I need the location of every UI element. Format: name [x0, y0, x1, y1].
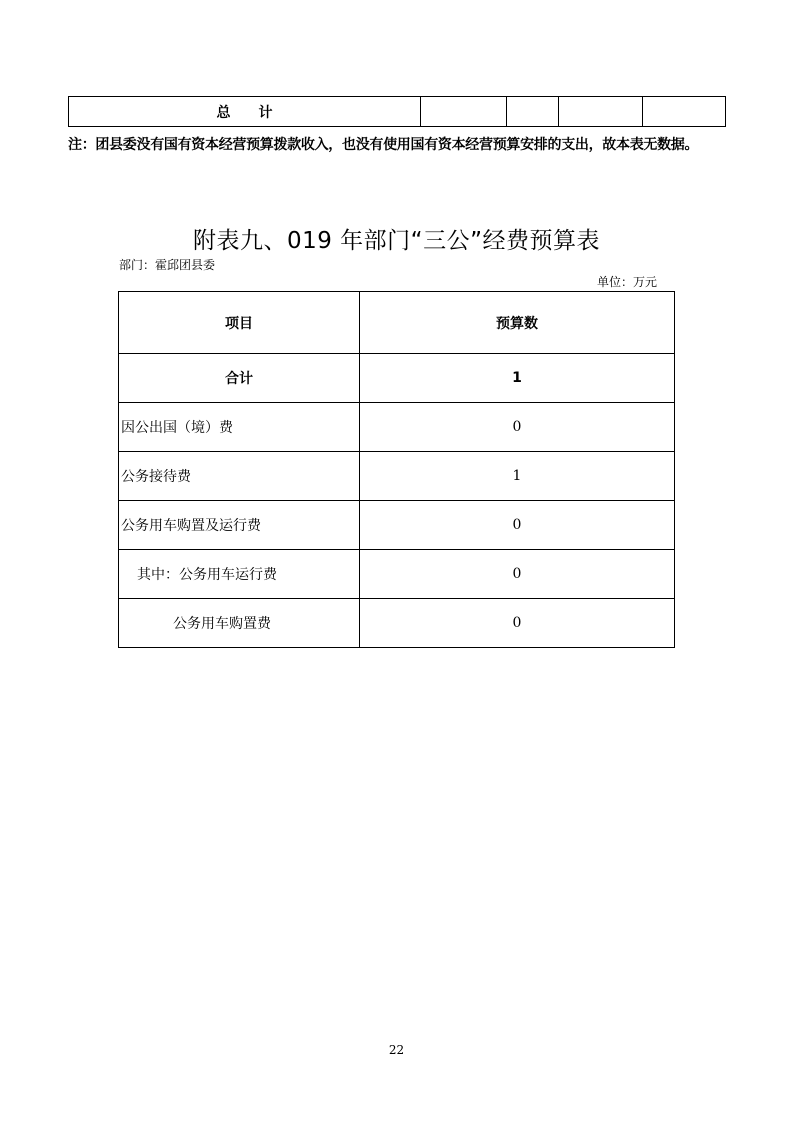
header-amount: 预算数	[360, 292, 675, 354]
total-cell-3	[559, 97, 643, 127]
table-row	[119, 452, 675, 501]
table-row	[119, 599, 675, 648]
row-value: 1	[360, 452, 675, 501]
page-number: 22	[388, 1043, 405, 1057]
row-label: 公务用车购置及运行费	[119, 501, 360, 550]
header-item: 项目	[119, 292, 360, 354]
page-title: 附表九、019 年部门“三公”经费预算表	[192, 228, 601, 254]
total-cell-1	[421, 97, 507, 127]
total-row-table	[68, 96, 726, 127]
table-row	[119, 501, 675, 550]
total-row	[69, 97, 726, 127]
row-value: 0	[360, 599, 675, 648]
row-label: 其中：公务用车运行费	[119, 550, 360, 599]
department-label: 部门：霍邱团县委	[119, 258, 216, 272]
table-row	[119, 550, 675, 599]
row-value: 1	[360, 354, 675, 403]
table-row	[119, 354, 675, 403]
row-label: 公务接待费	[119, 452, 360, 501]
row-value: 0	[360, 403, 675, 452]
three-public-expense-table	[118, 291, 675, 648]
unit-label: 单位：万元	[597, 275, 658, 289]
row-value: 0	[360, 501, 675, 550]
table-row	[119, 403, 675, 452]
total-cell-4	[643, 97, 726, 127]
total-label: 总 计	[69, 97, 421, 127]
total-cell-2	[507, 97, 559, 127]
note-text: 注：团县委没有国有资本经营预算拨款收入，也没有使用国有资本经营预算安排的支出，故本表无数据。	[68, 137, 699, 153]
row-label: 公务用车购置费	[119, 599, 360, 648]
table-header-row	[119, 292, 675, 354]
row-value: 0	[360, 550, 675, 599]
row-label: 合计	[119, 354, 360, 403]
row-label: 因公出国（境）费	[119, 403, 360, 452]
